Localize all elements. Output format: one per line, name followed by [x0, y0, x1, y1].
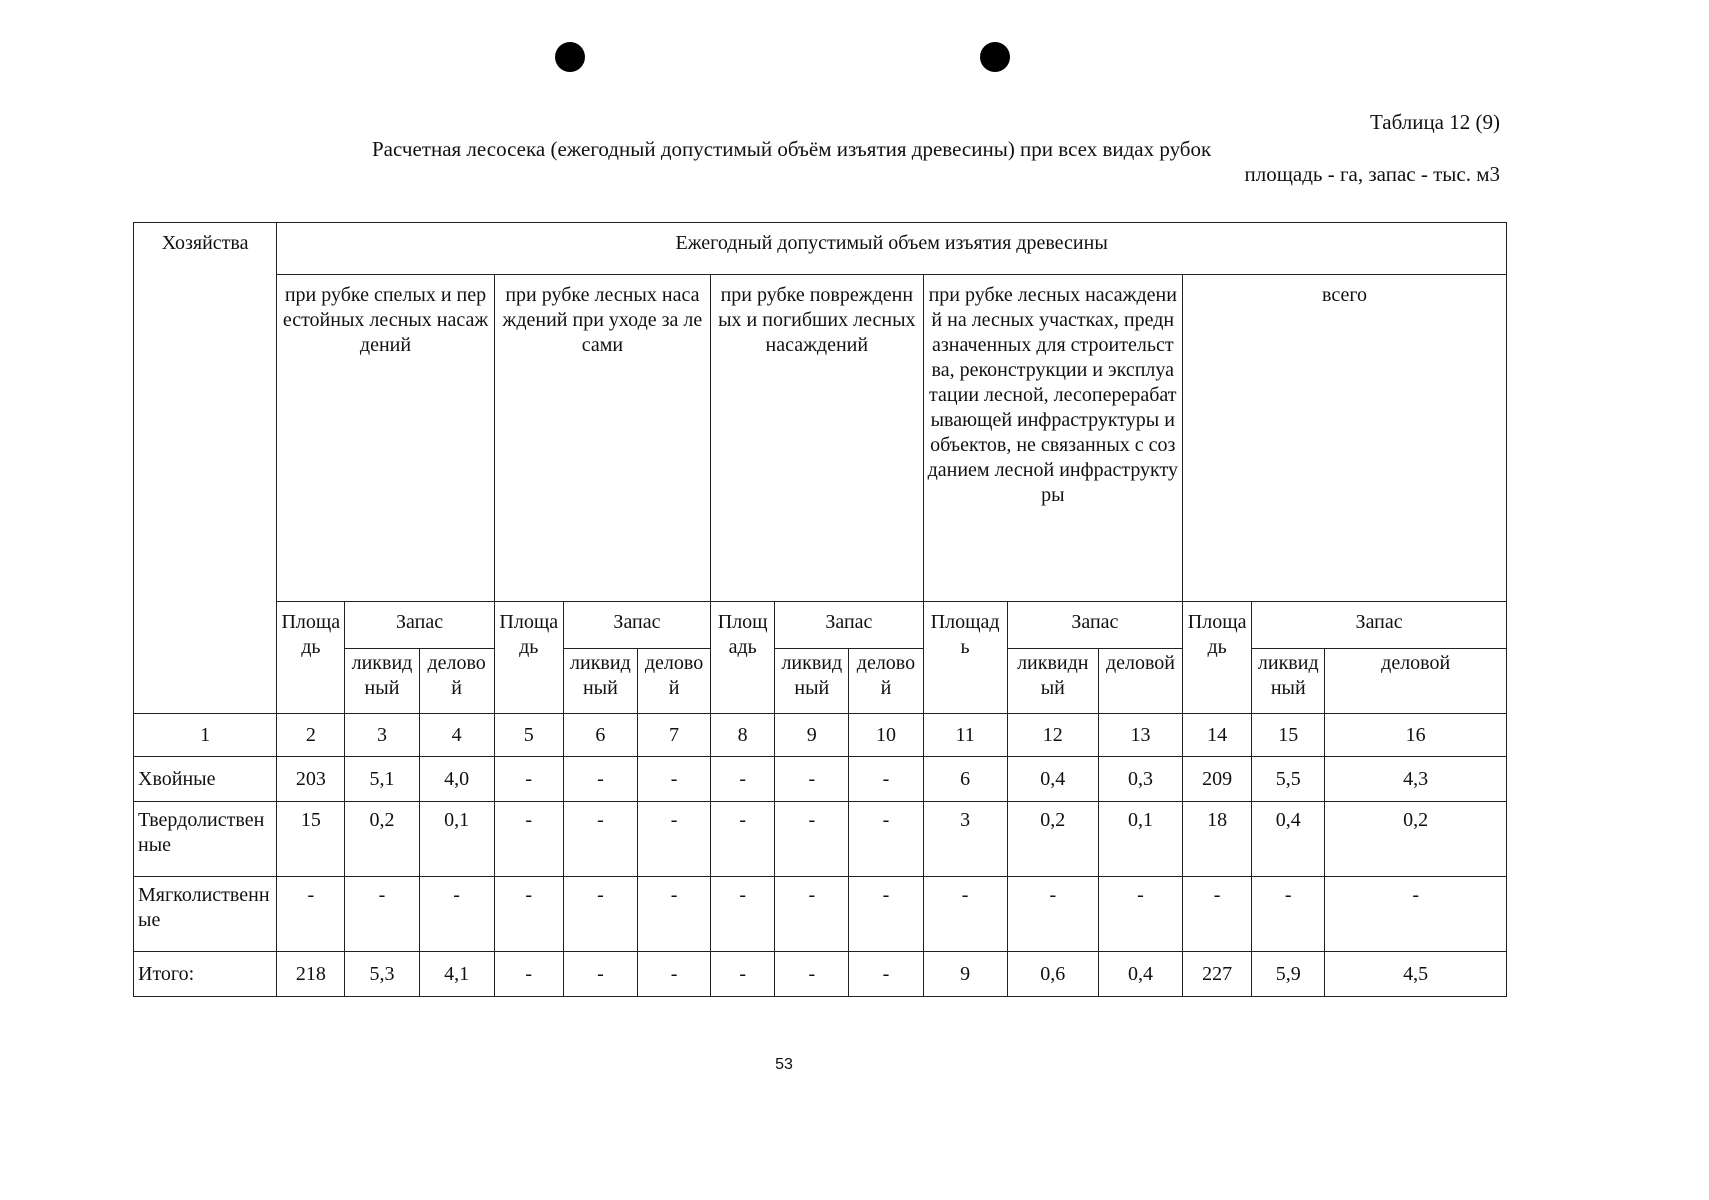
column-number: 6 — [563, 714, 637, 757]
table-cell: 0,1 — [419, 802, 494, 877]
table-cell: - — [775, 952, 849, 997]
column-number: 7 — [637, 714, 710, 757]
header-liquid: ликвидный — [1252, 649, 1325, 714]
table-cell: 0,4 — [1007, 757, 1098, 802]
table-cell: - — [775, 877, 849, 952]
column-number: 16 — [1325, 714, 1507, 757]
column-number: 1 — [134, 714, 277, 757]
group-care-felling: при рубке лесных насаждений при уходе за лесами — [494, 275, 710, 602]
table-cell: - — [563, 757, 637, 802]
column-number: 9 — [775, 714, 849, 757]
table-cell: - — [494, 952, 563, 997]
table-cell: 209 — [1183, 757, 1252, 802]
table-cell: 5,3 — [345, 952, 419, 997]
table-cell: 4,5 — [1325, 952, 1507, 997]
header-liquid: ликвидный — [345, 649, 419, 714]
table-cell: 3 — [923, 802, 1007, 877]
harvest-table — [133, 222, 1507, 997]
table-cell: 0,6 — [1007, 952, 1098, 997]
header-annual-volume: Ежегодный допустимый объем изъятия древесины — [277, 223, 1507, 275]
header-business: деловой — [637, 649, 710, 714]
column-number: 11 — [923, 714, 1007, 757]
table-cell: - — [277, 877, 345, 952]
table-cell: - — [637, 757, 710, 802]
table-cell: - — [1007, 877, 1098, 952]
column-number: 8 — [711, 714, 775, 757]
table-cell: 5,5 — [1252, 757, 1325, 802]
table-cell: - — [1325, 877, 1507, 952]
table-cell: 203 — [277, 757, 345, 802]
table-cell: - — [637, 802, 710, 877]
header-area: Площадь — [494, 602, 563, 714]
row-label: Твердолиственные — [134, 802, 277, 877]
punch-hole-left — [555, 42, 585, 72]
table-cell: - — [494, 757, 563, 802]
table-cell: 9 — [923, 952, 1007, 997]
table-cell: 0,2 — [345, 802, 419, 877]
table-cell: 218 — [277, 952, 345, 997]
header-business: деловой — [1325, 649, 1507, 714]
header-business: деловой — [1098, 649, 1182, 714]
table-cell: - — [637, 952, 710, 997]
table-cell: 4,0 — [419, 757, 494, 802]
table-cell: - — [1252, 877, 1325, 952]
header-stock: Запас — [563, 602, 710, 649]
column-number-row — [134, 714, 1507, 757]
table-cell: - — [494, 877, 563, 952]
table-cell: - — [775, 802, 849, 877]
table-cell: - — [563, 952, 637, 997]
header-area: Площадь — [277, 602, 345, 714]
table-cell: - — [711, 952, 775, 997]
header-farms: Хозяйства — [134, 223, 277, 714]
table-cell: - — [637, 877, 710, 952]
table-cell: - — [563, 802, 637, 877]
row-label: Мягколиственные — [134, 877, 277, 952]
document-title: Расчетная лесосека (ежегодный допустимый объём изъятия древесины) при всех видах рубок — [372, 137, 1212, 161]
header-stock: Запас — [1007, 602, 1182, 649]
column-number: 15 — [1252, 714, 1325, 757]
table-cell: 4,1 — [419, 952, 494, 997]
header-stock: Запас — [345, 602, 494, 649]
column-number: 5 — [494, 714, 563, 757]
column-number: 13 — [1098, 714, 1182, 757]
table-cell: - — [923, 877, 1007, 952]
table-cell: - — [849, 952, 923, 997]
header-area: Площадь — [923, 602, 1007, 714]
table-number: Таблица 12 (9) — [1369, 110, 1500, 134]
table-cell: 0,4 — [1098, 952, 1182, 997]
page-number: 53 — [775, 1056, 793, 1073]
table-cell: - — [345, 877, 419, 952]
header-business: деловой — [849, 649, 923, 714]
column-number: 2 — [277, 714, 345, 757]
group-infrastructure-felling: при рубке лесных насаждений на лесных участках, предназначенных для строительства, реконструкции и эксплуатации лесной, лесоперерабатывающей инфраструктуры и объектов, не связанных с созданием лесной инфраструктуры — [923, 275, 1183, 602]
group-damaged-felling: при рубке поврежденных и погибших лесных насаждений — [711, 275, 923, 602]
table-cell: 0,1 — [1098, 802, 1182, 877]
table-row — [134, 802, 1507, 877]
table-row — [134, 877, 1507, 952]
header-business: деловой — [419, 649, 494, 714]
group-total: всего — [1183, 275, 1507, 602]
table-cell: - — [563, 877, 637, 952]
table-cell: 0,3 — [1098, 757, 1182, 802]
header-liquid: ликвидный — [1007, 649, 1098, 714]
table-cell: 227 — [1183, 952, 1252, 997]
table-cell: - — [711, 877, 775, 952]
table-cell: 0,4 — [1252, 802, 1325, 877]
table-cell: - — [419, 877, 494, 952]
table-cell: - — [711, 757, 775, 802]
table-cell: 6 — [923, 757, 1007, 802]
table-cell: - — [1183, 877, 1252, 952]
table-cell: 5,9 — [1252, 952, 1325, 997]
header-stock: Запас — [1252, 602, 1507, 649]
table-row — [134, 757, 1507, 802]
column-number: 4 — [419, 714, 494, 757]
table-cell: - — [775, 757, 849, 802]
row-label: Итого: — [134, 952, 277, 997]
column-number: 12 — [1007, 714, 1098, 757]
table-cell: 0,2 — [1325, 802, 1507, 877]
table-cell: - — [494, 802, 563, 877]
row-label: Хвойные — [134, 757, 277, 802]
table-cell: 18 — [1183, 802, 1252, 877]
table-cell: - — [849, 802, 923, 877]
table-cell: - — [849, 877, 923, 952]
column-number: 3 — [345, 714, 419, 757]
punch-hole-right — [980, 42, 1010, 72]
units-note: площадь - га, запас - тыс. м3 — [1244, 162, 1500, 186]
header-area: Площадь — [711, 602, 775, 714]
table-row-total — [134, 952, 1507, 997]
table-cell: 0,2 — [1007, 802, 1098, 877]
table-cell: 4,3 — [1325, 757, 1507, 802]
table-cell: 5,1 — [345, 757, 419, 802]
table-cell: - — [711, 802, 775, 877]
table-cell: - — [849, 757, 923, 802]
table-cell: 15 — [277, 802, 345, 877]
header-liquid: ликвидный — [775, 649, 849, 714]
column-number: 14 — [1183, 714, 1252, 757]
header-area: Площадь — [1183, 602, 1252, 714]
header-stock: Запас — [775, 602, 923, 649]
group-mature-felling: при рубке спелых и перестойных лесных насаждений — [277, 275, 494, 602]
table-cell: - — [1098, 877, 1182, 952]
column-number: 10 — [849, 714, 923, 757]
header-liquid: ликвидный — [563, 649, 637, 714]
